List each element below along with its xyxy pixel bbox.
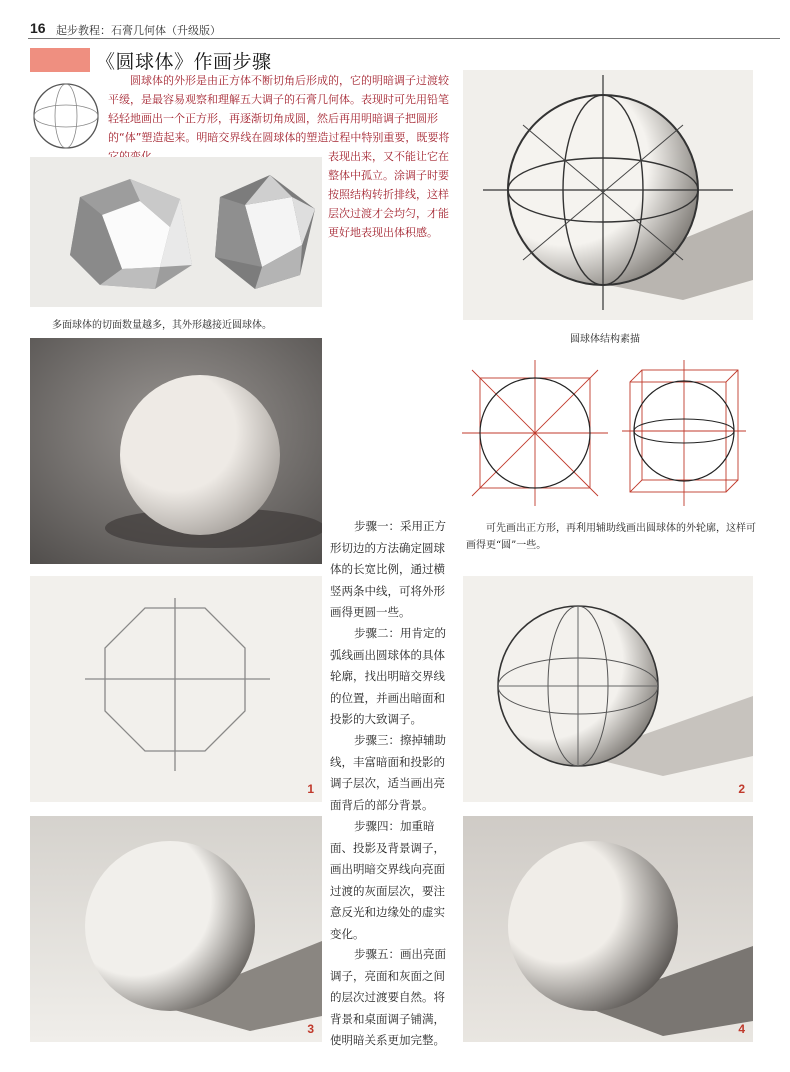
structure-sketch-image [463, 70, 753, 320]
step5-text: 步骤五：画出亮面调子，亮面和灰面之间的层次过渡要自然。将背景和桌面调子铺满，使明暗关系更加完整。 [330, 947, 446, 1047]
step2-number: 2 [738, 782, 745, 796]
polyhedra-caption: 多面球体的切面数量越多，其外形越接近圆球体。 [52, 320, 272, 331]
step1-image [30, 576, 322, 802]
step3-text: 步骤三：擦掉辅助线，丰富暗面和投影的调子层次，适当画出亮面背后的部分背景。 [330, 733, 446, 812]
step4-number: 4 [738, 1022, 745, 1036]
step2-text: 步骤二：用肯定的弧线画出圆球体的具体轮廓，找出明暗交界线的位置，并画出暗面和投影的大致调子。 [330, 626, 446, 726]
step2-image [463, 576, 753, 802]
page-number: 16 [30, 20, 46, 36]
sphere-photo [30, 338, 322, 564]
book-title: 起步教程：石膏几何体（升级版） [56, 24, 221, 37]
polyhedra-image [30, 157, 322, 307]
section-accent-bar [30, 48, 90, 72]
structure-caption: 圆球体结构素描 [570, 334, 640, 345]
step3-image [30, 816, 322, 1042]
step3-number: 3 [307, 1022, 314, 1036]
section-title: 《圆球体》作画步骤 [96, 51, 272, 73]
intro-paragraph: 圆球体的外形是由正方体不断切角后形成的，它的明暗调子过渡较平缓，是最容易观察和理解五大调子的石膏几何体。表现时可先用铅笔轻轻地画出一个正方形，再逐渐切角成圆，然后再用明暗调子把圆形的“体”塑造起来。明暗交界线在圆球体的塑造过程中特别重要，既要将 [108, 74, 450, 144]
step1-number: 1 [307, 782, 314, 796]
step4-text: 步骤四：加重暗面、投影及背景调子，画出明暗交界线向亮面过渡的灰面层次，要注意反光和边缘处的虚实变化。 [330, 819, 445, 941]
construction-diagrams [462, 360, 754, 510]
intro-paragraph-continued: 表现出来，又不能让它在整体中孤立。涂调子时要按照结构转折排线，这样层次过渡才会均匀，才能更好地表现出体积感。 [328, 150, 449, 239]
step1-text: 步骤一：采用正方形切边的方法确定圆球体的长宽比例，通过横竖两条中线，可将外形画得更圆一些。 [330, 519, 446, 619]
sphere-wireframe-icon [30, 80, 102, 152]
step4-image [463, 816, 753, 1042]
header-rule [28, 38, 780, 39]
construction-caption: 可先画出正方形，再利用辅助线画出圆球体的外轮廓，这样可画得更“圆”一些。 [466, 523, 756, 551]
